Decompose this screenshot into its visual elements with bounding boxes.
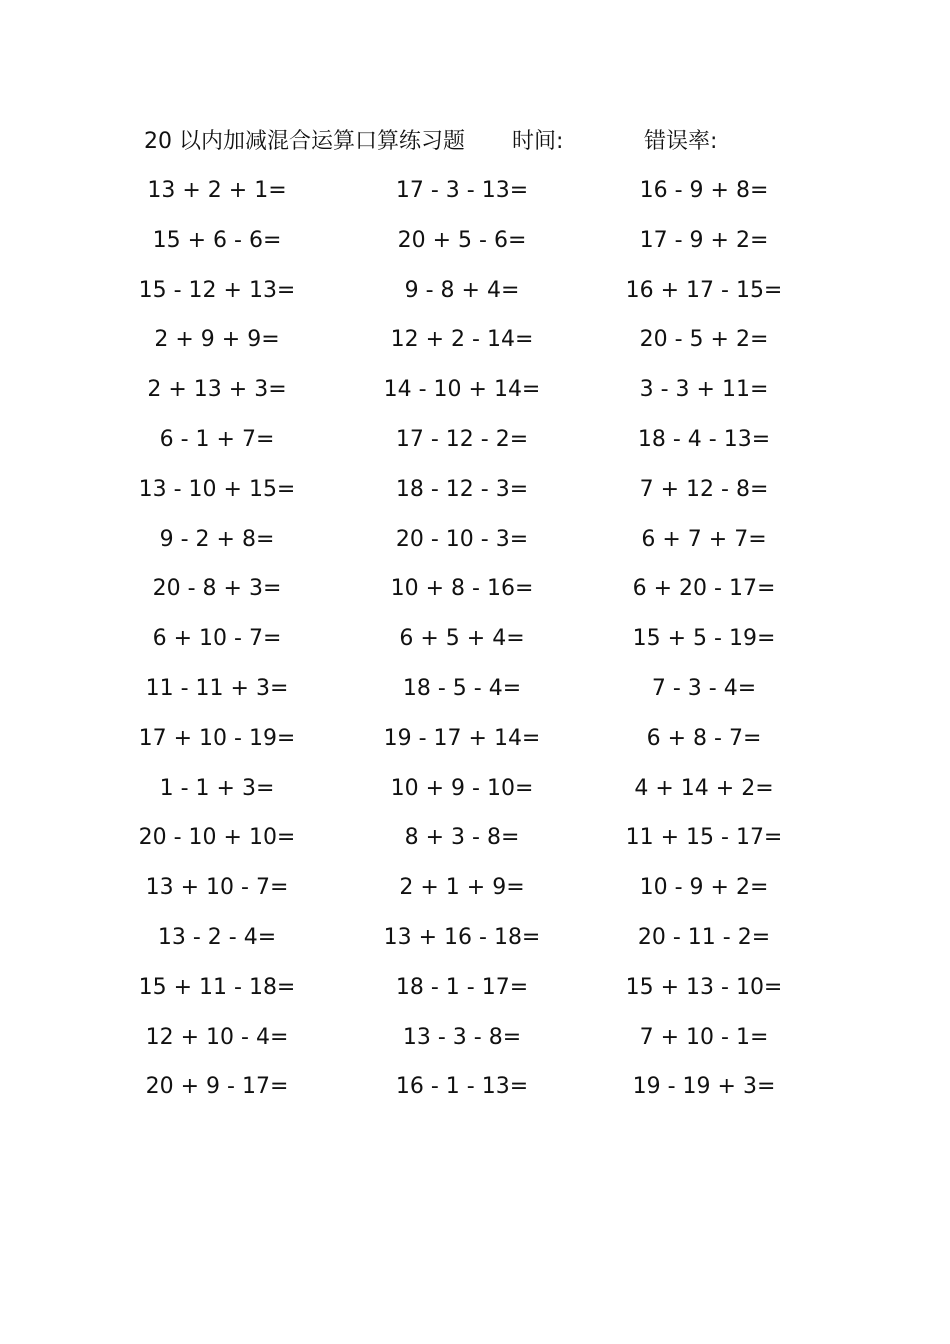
worksheet-title: 20 以内加减混合运算口算练习题 <box>144 129 465 154</box>
math-problem: 6 + 20 - 17= <box>632 576 776 602</box>
problem-row <box>0 173 950 223</box>
problem-row <box>0 920 950 970</box>
math-problem: 11 - 11 + 3= <box>145 675 289 701</box>
math-problem: 20 - 8 + 3= <box>152 576 282 602</box>
math-problem: 2 + 9 + 9= <box>154 327 280 353</box>
math-problem: 9 - 2 + 8= <box>159 526 275 552</box>
problem-row <box>0 273 950 323</box>
math-problem: 6 - 1 + 7= <box>159 426 275 452</box>
math-problem: 20 + 9 - 17= <box>145 1074 289 1100</box>
math-problem: 10 + 9 - 10= <box>390 775 534 801</box>
math-problem: 8 + 3 - 8= <box>404 825 520 851</box>
math-problem: 15 + 6 - 6= <box>152 227 282 253</box>
problem-row <box>0 571 950 621</box>
math-problem: 18 - 1 - 17= <box>395 974 529 1000</box>
math-problem: 16 - 9 + 8= <box>639 178 769 203</box>
problem-row <box>0 820 950 870</box>
math-problem: 7 - 3 - 4= <box>651 675 757 701</box>
math-problem: 13 + 16 - 18= <box>383 924 541 950</box>
math-problem: 15 + 13 - 10= <box>625 974 783 1000</box>
math-problem: 17 - 9 + 2= <box>639 227 769 253</box>
problem-row <box>0 970 950 1020</box>
math-problem: 6 + 5 + 4= <box>399 626 525 652</box>
math-problem: 9 - 8 + 4= <box>404 277 520 303</box>
math-problem: 10 - 9 + 2= <box>639 875 769 901</box>
math-problem: 17 + 10 - 19= <box>138 725 296 751</box>
worksheet-header <box>144 124 844 160</box>
math-problem: 2 + 13 + 3= <box>147 377 287 403</box>
problem-row <box>0 372 950 422</box>
problem-row <box>0 422 950 472</box>
problem-row <box>0 671 950 721</box>
math-problem: 13 - 3 - 8= <box>402 1024 522 1050</box>
problem-row <box>0 223 950 273</box>
math-problem: 18 - 5 - 4= <box>402 675 522 701</box>
problem-row <box>0 771 950 821</box>
math-problem: 14 - 10 + 14= <box>383 377 541 403</box>
problem-row <box>0 870 950 920</box>
math-problem: 12 + 2 - 14= <box>390 327 534 353</box>
math-problem: 19 - 17 + 14= <box>383 725 541 751</box>
math-problem: 17 - 12 - 2= <box>395 426 529 452</box>
math-problem: 18 - 4 - 13= <box>637 426 771 452</box>
math-problem: 16 - 1 - 13= <box>395 1074 529 1100</box>
math-problem: 20 - 10 + 10= <box>138 825 296 851</box>
problem-row <box>0 621 950 671</box>
math-problem: 6 + 10 - 7= <box>152 626 282 652</box>
math-problem: 1 - 1 + 3= <box>159 775 275 801</box>
error-rate-label: 错误率: <box>644 129 718 154</box>
problem-grid <box>0 173 950 1119</box>
math-problem: 20 - 10 - 3= <box>395 526 529 552</box>
math-problem: 15 + 11 - 18= <box>138 974 296 1000</box>
problem-row <box>0 472 950 522</box>
math-problem: 6 + 7 + 7= <box>641 526 767 552</box>
problem-row <box>0 1069 950 1119</box>
math-problem: 17 - 3 - 13= <box>395 178 529 203</box>
math-problem: 20 + 5 - 6= <box>397 227 527 253</box>
math-problem: 11 + 15 - 17= <box>625 825 783 851</box>
math-problem: 12 + 10 - 4= <box>145 1024 289 1050</box>
math-problem: 13 + 2 + 1= <box>147 178 287 203</box>
math-problem: 6 + 8 - 7= <box>646 725 762 751</box>
math-problem: 13 - 10 + 15= <box>138 476 296 502</box>
math-problem: 3 - 3 + 11= <box>639 377 769 403</box>
math-problem: 20 - 11 - 2= <box>637 924 771 950</box>
math-problem: 16 + 17 - 15= <box>625 277 783 303</box>
problem-row <box>0 1020 950 1070</box>
math-problem: 13 + 10 - 7= <box>145 875 289 901</box>
time-label: 时间: <box>512 129 564 154</box>
math-problem: 19 - 19 + 3= <box>632 1074 776 1100</box>
math-problem: 20 - 5 + 2= <box>639 327 769 353</box>
math-problem: 10 + 8 - 16= <box>390 576 534 602</box>
math-problem: 7 + 10 - 1= <box>639 1024 769 1050</box>
problem-row <box>0 721 950 771</box>
math-problem: 2 + 1 + 9= <box>399 875 525 901</box>
math-problem: 4 + 14 + 2= <box>634 775 774 801</box>
math-problem: 7 + 12 - 8= <box>639 476 769 502</box>
math-problem: 15 - 12 + 13= <box>138 277 296 303</box>
math-problem: 15 + 5 - 19= <box>632 626 776 652</box>
math-problem: 18 - 12 - 3= <box>395 476 529 502</box>
math-problem: 13 - 2 - 4= <box>157 924 277 950</box>
problem-row <box>0 522 950 572</box>
problem-row <box>0 322 950 372</box>
